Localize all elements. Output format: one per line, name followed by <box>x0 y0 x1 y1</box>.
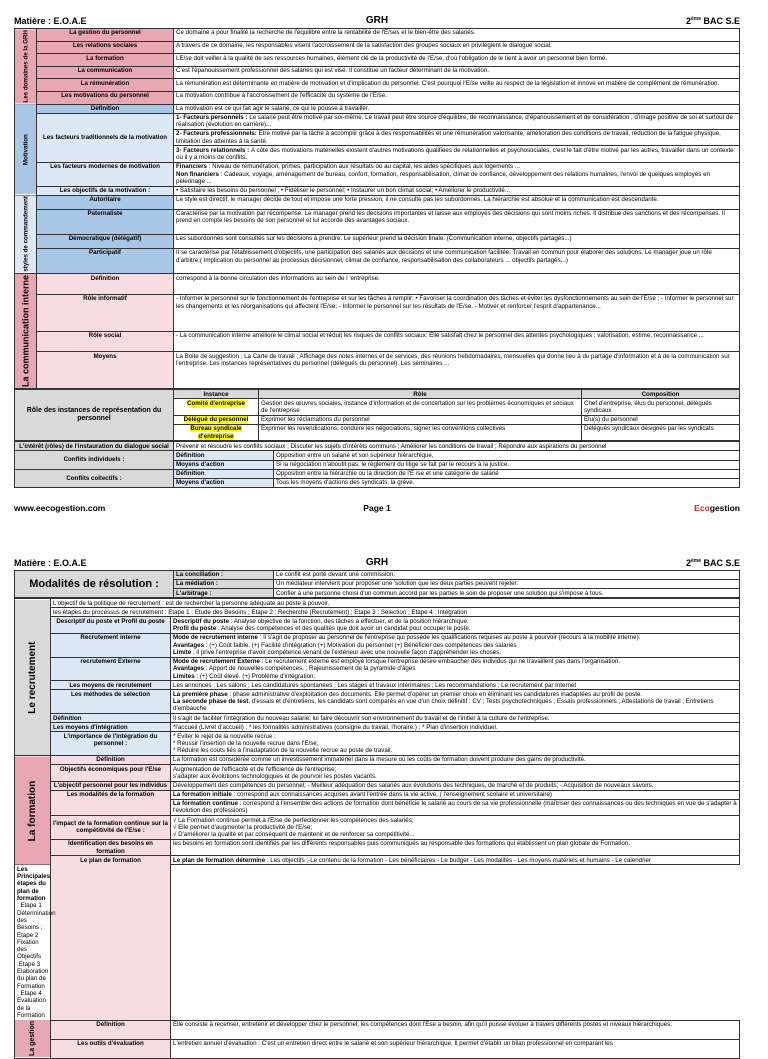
row-label: Définition <box>51 756 171 765</box>
table-row <box>15 331 740 352</box>
table-row <box>15 469 740 478</box>
cell-line: * Réduire les couts liés à l'inadaptation de la nouvelle recrue au poste de travail. <box>173 747 393 755</box>
row-text: Elle consiste à recenser, entretenir et développer chez le personnel, les compétences dont l'Ese a besoin, afin qu'il puisse évoluer à travers différents postes et niveaux hiérarchiques. <box>171 1020 740 1039</box>
table-row <box>15 249 740 274</box>
page-title: GRH <box>365 15 389 26</box>
section-label-motivation: Motivation <box>15 104 37 195</box>
row-label: Rôle des instances de représentation du personnel <box>15 390 174 441</box>
cell-line <box>173 673 737 680</box>
row-text: La formation est considérée comme un investissement immatériel dans la mesure où les coûts de formation doivent produire des gains de productivité. <box>171 756 740 765</box>
table-row <box>15 209 740 234</box>
cell-line <box>173 665 737 672</box>
page-header <box>14 14 740 28</box>
page-header-2 <box>14 556 740 570</box>
row-label: Identification des besoins en formation <box>51 839 171 855</box>
table-row <box>15 1020 740 1039</box>
row-text: Tous les moyens d'actions des syndicats, la grève. <box>274 478 740 487</box>
row-label: Définition <box>37 104 174 113</box>
row-label: Définition <box>51 714 171 723</box>
row-text: - La communication interne améliore le climat social et réduit les risques de conflits sociaux; Elle satisfait chez le personnel des attentes psychologiques : valorisation, estime, reconnaissance ... <box>174 331 740 352</box>
cell-line: * Eviter le rejet de la nouvelle recrue ; <box>173 732 276 740</box>
column-header: Rôle <box>259 390 582 399</box>
column-header: Composition <box>582 390 740 399</box>
cell-line <box>176 130 737 145</box>
row-label: L'arbitrage : <box>174 589 274 598</box>
cell-text: : Cadeaux, voyage, aménagement de bureau, confort, formation, responsabilisation, climat de confiance, développement des relations humaines, l'envoi de quelques employés en pèlerinage ... <box>176 170 710 185</box>
table-row <box>15 608 740 617</box>
table-row <box>15 91 740 104</box>
row-text: Développement des compétences du personnel; - Meilleur adéquation des salariés aux évolutions des techniques, de marché et de produits; - Acquisition de nouveaux savoirs. <box>171 781 740 790</box>
row-text: Opposition entre la hiérarchie ou la direction de l'E /se et une catégorie de salarié <box>274 469 740 478</box>
row-label: La rémunération <box>37 79 174 92</box>
row-label: L'objectif personnel pour les individus <box>51 781 171 790</box>
row-label: La communication <box>37 66 174 79</box>
row-text <box>171 657 740 681</box>
cell-term: Non financiers <box>176 170 219 178</box>
row-text <box>15 865 56 1020</box>
row-text <box>171 790 740 799</box>
table-row <box>15 274 740 295</box>
table-row <box>15 352 740 389</box>
cell-term: La formation continue <box>173 800 238 808</box>
row-text: La rémunération est déterminante en matière de motivation et d'implication du personnel. C'est pourquoi l'E/se veille au respect de la législation et innove en matière de complément de rémunération. <box>174 79 740 92</box>
cell-term: La première phase <box>173 690 228 698</box>
table-row <box>15 856 740 865</box>
row-text: La Boite de suggestion ; La Carte de travail ; Affichage des notes internes et de services, des réunions hebdomadaires, mensuelles qui donne lieu à du partage d'information et à de la communication sur l'entreprise. Les instances représentatives du personnel (délégués du personnel). Les séminaires ... <box>174 352 740 389</box>
section-label-domaines: Les domaines de la GRH <box>15 29 37 105</box>
row-label: Le plan de formation <box>51 856 171 1020</box>
cell-term: 1- Facteurs personnels : <box>176 114 250 122</box>
cell-line: √ D'améliorer la qualité et par conséquent de maintenir et de renforcer sa compétitivité... <box>173 831 415 839</box>
row-text: les étapes du processus de recrutement : Etape 1 : Etude des Besoins ; Etape 2 : Recherche (Recrutement) ; Etape 3 : Sélection ; Etape 4 : Intégration <box>51 608 740 617</box>
row-text: Chef d'entreprise, élus du personnel, délégués syndicaux <box>582 399 740 415</box>
brand-logo: Ecogestion <box>694 502 740 513</box>
cell-text: : Le recrutement externe est employé lorsque l'entreprise désire embaucher des individus qui ne travaillent pas dans l'organisation. <box>260 657 621 665</box>
cell-text: : Apport de nouvelles compétences. ; Rajeunissement de la pyramide d'âges <box>204 665 416 673</box>
cell-term: Descriptif du poste <box>173 617 230 625</box>
row-text: Le conflit est porté devant une commission. <box>274 571 740 580</box>
row-text: • Satisfaire les besoins du personnel ; • Fidéliser le personnel; • Instaurer un bon climat social; • Améliorer le productivité... <box>174 186 740 195</box>
row-label: La conciliation : <box>174 571 274 580</box>
cell-line <box>173 634 737 641</box>
table-row <box>15 235 740 249</box>
row-label: Les moyens d'intégration <box>51 723 171 732</box>
row-text: La motivation est ce qui fait agir le salarié, ce qui le pousse à travailler. <box>174 104 740 113</box>
table-row <box>15 714 740 723</box>
row-text: Le style est directif, le manager décide de tout et impose une forte pression, il ne consulte pas les subordonnés. La hiérarchie est absolue et la communication est descendante. <box>174 195 740 209</box>
highlight: Délégué du personnel <box>183 416 249 424</box>
section-label-modalites: Modalités de résolution : <box>15 571 174 598</box>
row-label: Les moyens de recrutement <box>51 681 171 690</box>
highlight: Comité d'entreprise <box>187 399 245 407</box>
table-row <box>15 29 740 42</box>
row-text: Gestion des œuvres sociales, instance d'information et de concertation sur les problèmes économiques et sociaux de l'entreprise <box>259 399 582 415</box>
page-number: Page 1 <box>363 502 391 513</box>
grh-table-2 <box>14 598 740 1058</box>
cell-line: s'adapter aux évolutions technologiques et de pourvoir les postes vacants. <box>173 772 377 780</box>
row-text: *l'accueil (Livret d'accueil) ; * les formalités administratives (consigne du travail, l'horaire.) ; * Plan d'insertion individuel. <box>171 723 740 732</box>
row-label: Recrutement interne <box>51 633 171 657</box>
cell-text: : phase administrative d'exploitation des documents. Elle permet d'opérer un premier choix en éliminant les candidatures inadaptées au profil de poste. <box>227 690 643 698</box>
row-label: Définition <box>174 451 274 460</box>
table-row <box>15 54 740 67</box>
table-row <box>15 790 740 799</box>
grh-table-1 <box>14 28 740 389</box>
row-text <box>174 146 740 162</box>
cell-text: : (+) Coût élevé. (+) Problème d'intégration. <box>194 672 316 680</box>
row-text: Exprimer les revendications, conduire les négociations, signer les conventions collectives <box>259 424 582 440</box>
instance-name <box>174 415 259 424</box>
section-label-communication: La communication interne <box>15 274 37 389</box>
row-text: Opposition entre un salarié et son supérieur hiérarchique, <box>274 451 740 460</box>
cell-line <box>176 163 737 170</box>
cell-line: * Réussir l'insertion de la nouvelle recrue dans l'E/se; <box>173 740 319 748</box>
row-text: Ce domaine a pour finalité la recherche de l'équilibre entre la rentabilité de l'E/ses et le bien-être des salariés. <box>174 29 740 42</box>
row-text: L'objectif de la politique de recrutement : est de rechercher la personne adéquate au poste à pouvoir. <box>51 599 740 608</box>
section-label-recrutement: Le recrutement <box>15 599 51 756</box>
table-row <box>15 66 740 79</box>
cell-line <box>173 649 737 656</box>
cell-line <box>173 658 737 665</box>
table-row <box>15 633 740 657</box>
cell-text: : Etape 1 Détermination des Besoins ; Etape 2 Fixation des Objectifs ;Etape 3 Elaboration du plan de Formation ; Etape 4 Evaluation de la Formation <box>17 902 56 1019</box>
row-text: L'entretien annuel d'évaluation : C'est un entretien direct entre le salarié et son supérieur hiérarchique. Il permet d'établir un bilan professionnel en comparant les <box>171 1039 740 1058</box>
cell-term: Le plan de formation détermine <box>173 856 266 864</box>
cell-text: A côte des motivations matérielles existent d'autres motivations qualifiées de relationnelles et psychosociales, c'est le fait d'être motivé par les autres, travailler dans un contexte où il y a moins de conflits. <box>176 146 734 162</box>
table-row <box>15 781 740 790</box>
section-label-styles: styles de commandement <box>15 195 37 274</box>
table-row <box>15 390 740 399</box>
table-row <box>15 451 740 460</box>
row-text: Les subordonnés sont consultés sur les décisions à prendre. Le supérieur prend la décision finale. (Communication interne, objectifs partagés...) <box>174 235 740 249</box>
row-label: Paternaliste <box>37 209 174 234</box>
page-2 <box>14 556 740 1059</box>
table-row <box>15 657 740 681</box>
page-title: GRH <box>365 557 389 568</box>
table-row <box>15 162 740 186</box>
row-text: Un médiateur intervient pour proposer une 'solution que les deux parties peuvent rejeter. <box>274 580 740 589</box>
row-text <box>171 690 740 714</box>
row-label: Les modalités de la formation <box>51 790 171 816</box>
row-label: Descriptif du poste et Profil du poste <box>51 617 171 633</box>
cell-term: Avantages <box>173 665 205 673</box>
table-row <box>15 79 740 92</box>
row-text: Caractérise par la motivation par récompense. Le manager prend les décisions importantes et laisse aux employés des décisions qui sont moins riches. Il distribue des sanctions et des récompenses. Il prend en compte les besoins de son personnel et lui accorde des avantages sociaux. <box>174 209 740 234</box>
cell-line <box>17 865 56 1020</box>
cell-line: Augmentation de l'efficacité et de l'efficience de l'entreprise; <box>173 765 337 773</box>
instance-name <box>174 424 259 440</box>
cell-term: Mode de recrutement Externe <box>173 657 260 665</box>
row-label: Moyens <box>37 352 174 389</box>
cell-term: Profil du poste <box>173 625 217 633</box>
row-text <box>171 799 740 815</box>
cell-text: : correspond aux connaissances acquises avant l'entrée dans la vie active. ( l'enseignement scolaire et universitaire) <box>231 791 552 799</box>
cell-text: : il prive l'entreprise d'avoir compétence venant de l'extérieur avec une nouvelle façon d'appréhender les choses. <box>191 648 502 656</box>
cell-line: √ Elle permet d'augmenter la productivité de l'E/se; <box>173 823 313 831</box>
cell-term: Avantages <box>173 641 205 649</box>
row-text: LE/se doit veiller à la qualité de ses ressources humaines, élément clé de la productivité de l'E/se, d'où l'obligation de le tient à avoir un personnel bien formé. <box>174 54 740 67</box>
row-label: Rôle informatif <box>37 294 174 331</box>
row-label: Définition <box>37 274 174 295</box>
row-text <box>171 732 740 756</box>
row-label: Rôle social <box>37 331 174 352</box>
row-label: Conflits collectifs : <box>15 469 174 487</box>
row-text <box>174 162 740 186</box>
row-label: Les méthodes de sélection <box>51 690 171 714</box>
row-label: Les relations sociales <box>37 41 174 54</box>
cell-line: √ La Formation continue permet à l'E/se de perfectionner les compétences des salariés; <box>173 816 414 824</box>
row-text <box>174 130 740 146</box>
table-row <box>15 113 740 129</box>
subject-label: Matière : E.O.A.E <box>14 558 87 568</box>
table-row <box>15 195 740 209</box>
page-1 <box>14 14 740 516</box>
conflicts-table <box>14 441 740 487</box>
row-label: La formation <box>37 54 174 67</box>
cell-term: Limite <box>173 648 192 656</box>
cell-term: Mode de recrutement interne <box>173 634 258 642</box>
instances-table <box>14 389 740 441</box>
table-row <box>15 690 740 714</box>
row-text: Il s'agit de faciliter l'intégration du nouveau salarié, lui faire découvrir son environnement du travail et de l'initier à la culture de l'entreprise. <box>171 714 740 723</box>
cell-term: Financiers <box>176 163 207 171</box>
row-label: Les outils d'évaluation <box>51 1039 171 1058</box>
row-text: Exprimer les réclamations du personnel <box>259 415 582 424</box>
cell-line <box>173 691 737 698</box>
cell-text: : Les objectifs ;-Le contenu de la formation - Les bénéficiaires - Le budget - Les modalités - Les moyens matériels et humains - Le calendrier <box>265 856 652 864</box>
row-label: l'impact de la formation continue sur la compétitivité de l'E/se : <box>51 816 171 840</box>
page-footer <box>14 500 740 516</box>
table-row <box>15 571 740 580</box>
row-text <box>171 633 740 657</box>
cell-line <box>173 800 737 815</box>
table-row <box>15 617 740 633</box>
row-label: Les facteurs modernes de motivation <box>37 162 174 186</box>
row-label: L'importance de l'intégration du personnel : <box>51 732 171 756</box>
section-label-gestion: La gestion <box>15 1020 51 1058</box>
cell-text: : Analyse des compétences et des qualités que doit avoir un candidat pour occuper le poste. <box>216 625 471 633</box>
cell-line <box>173 791 737 798</box>
table-row <box>15 765 740 781</box>
table-row <box>15 723 740 732</box>
table-row <box>15 1039 740 1058</box>
row-text: La motivation contribue à l'accroissement de l'efficacité du système de l'E/se. <box>174 91 740 104</box>
row-text: C'est l'épanouissement professionnel des salariés qui est visé. Il constitue un facteur déterminant de la motivation. <box>174 66 740 79</box>
table-row <box>15 756 740 765</box>
cell-text: Etre motivé par la tâche à accomplir grâce à des responsabilités et une rémunération valorisante, amélioration des conditions de travail, réduction de la fatigue physique, limitation des atteintes à la santé. <box>176 130 721 145</box>
cell-text: Le salarié peut être motivé par soi-même. Le travail peut être source d'équilibre, de reconnaissance, d'épanouissement et de considération , d'image positive de soi et surtout de réalisation (évolution en carrière)... <box>176 114 733 129</box>
table-row <box>15 599 740 608</box>
row-label: Objectifs économiques pour l'E/se <box>51 765 171 781</box>
table-row <box>15 839 740 855</box>
row-label: Autoritaire <box>37 195 174 209</box>
row-label: Participatif <box>37 249 174 274</box>
row-label: Démocratique (délégatif) <box>37 235 174 249</box>
row-label: recrutement Externe <box>51 657 171 681</box>
row-label: Les facteurs traditionnels de la motivation <box>37 113 174 162</box>
row-text: Les annonces ; Les salons ; Les candidatures spontanées ; Les stages et travaux intérimaires ; Les recommandations ; Le recrutement par Internet <box>171 681 740 690</box>
table-row <box>15 681 740 690</box>
row-label: Définition <box>51 1020 171 1039</box>
table-row <box>15 816 740 840</box>
cell-text: : correspond à l'ensemble des actions de formation dont bénéficie le salarié au cours de sa vie professionnelle (maîtriser des connaissances ou des techniques en vue de s'adapter à l'évolution des professions) <box>173 800 737 815</box>
row-text: les besoins en formation sont identifiés par les différents responsables puis communiqués au responsable des formations qui établissent un plan globale de Formation. <box>171 839 740 855</box>
section-label-formation: La formation <box>15 756 51 865</box>
cell-line <box>173 618 737 625</box>
row-text: Si la négociation n'aboutit pas, le règlement du litige se fait par le recours à la justice. <box>274 460 740 469</box>
row-text <box>171 765 740 781</box>
table-row <box>15 442 740 451</box>
cell-line <box>176 171 737 186</box>
row-text <box>171 856 740 865</box>
row-text: Délégués syndicaux désignés par les syndicats <box>582 424 740 440</box>
row-text: - Informer le personnel sur le fonctionnement de l'entreprise et sur les tâches à remplir; • Favoriser la coordination des tâches et éviter les dysfonctionnements au sein de l'E/se ; - Informer le personnel sur les changements et les réorganisations qui affectent l'E/se; - Informer le personnel sur les résultats de l'E/se. - Motiver et renforcer l'esprit d'appartenance... <box>174 294 740 331</box>
row-text: Il se caractérise par l'établissement d'objectifs, une participation des salariés aux décisions et une communication facilitée. Travail en commun pour élaborer des solutions. Le manager joue un rôle d'arbitre.( Implication du personnel au processus décisionnel, climat de confiance, responsabilisation des collaborateurs ... objectifs partagés...) <box>174 249 740 274</box>
row-text <box>174 113 740 129</box>
row-label: La médiation : <box>174 580 274 589</box>
instance-name <box>174 399 259 415</box>
cell-line <box>176 114 737 129</box>
row-label: Conflits individuels : <box>15 451 174 469</box>
cell-term: Limites <box>173 672 195 680</box>
cell-text: , d'essais et d'entretiens, les candidats sont comparés en vue d'un choix définitif : CV ; Tests psychotechniques ; Essais professionnels ; Attestations de travail ; Entretiens d'embauche <box>173 698 714 713</box>
column-header: Instance <box>174 390 259 399</box>
class-label: 2ème BAC S.E <box>685 16 740 26</box>
site-link[interactable]: www.eecogestion.com <box>14 502 106 513</box>
cell-line <box>173 698 737 713</box>
cell-term: 2- Facteurs professionnels: <box>176 130 259 138</box>
row-label: Définition <box>174 469 274 478</box>
cell-line <box>173 642 737 649</box>
row-label: Moyens d'action <box>174 460 274 469</box>
row-label: Les objectifs de la motivation : <box>37 186 174 195</box>
row-label: Les motivations du personnel <box>37 91 174 104</box>
table-row <box>15 294 740 331</box>
row-text: A travers de ce domaine, les responsables visent l'accroissement de la satisfaction des groupes sociaux en privilégient le dialogue social. <box>174 41 740 54</box>
table-row <box>15 41 740 54</box>
highlight: Bureau syndicale d'entreprise <box>190 425 242 440</box>
row-text: Elu(s) du personnel <box>582 415 740 424</box>
cell-term: La formation initiale <box>173 791 232 799</box>
cell-line <box>173 625 737 632</box>
subject-label: Matière : E.O.A.E <box>14 16 87 26</box>
table-row <box>15 104 740 113</box>
row-text <box>171 816 740 840</box>
row-label: Moyens d'action <box>174 478 274 487</box>
cell-term: La seconde phase de test <box>173 698 249 706</box>
cell-text: : Niveau de rémunération, primes, participation aux résultats ou au capital, les aides spécifiques aux logements ... <box>206 163 520 171</box>
cell-term: Les Principales étapes du plan de formation <box>17 865 51 902</box>
cell-term: 3- Facteurs relationnels : <box>176 146 251 154</box>
modalites-table <box>14 570 740 598</box>
cell-text: : Il s'agit de proposer au personnel de l'entreprise qui possède les qualifications requises au poste à pourvoir (recours à la mobilité interne). <box>257 634 641 642</box>
row-text <box>171 617 740 633</box>
row-text: Confier à une personne choisi d'un commun accord par les parties le soin de proposer une solution qui s'impose à tous. <box>274 589 740 598</box>
table-row <box>15 732 740 756</box>
class-label: 2ème BAC S.E <box>685 558 740 568</box>
table-row <box>15 186 740 195</box>
row-text: Prévenir et résoudre les conflits sociaux ; Discuter les sujets d'intérêts communs ; Améliorer les conditions de travail ; Répondre aux aspirations du personnel <box>174 442 740 451</box>
row-text: correspond à la bonne circulation des informations au sein de l 'entreprise. <box>174 274 740 295</box>
cell-line <box>176 147 737 162</box>
cell-text: : Analyse objective de la fonction, des tâches à effectuer, et de la position hiérarchique. <box>229 617 469 625</box>
row-label: La gestion du personnel <box>37 29 174 42</box>
cell-line <box>173 857 737 864</box>
row-label: L'intérêt (rôles) de l'instauration du dialogue social <box>15 442 174 451</box>
cell-text: : (+) Coût faible. (+) Facilité d'intégration (+) Motivation du personnel (+) Bénéficier des compétences des salariés <box>204 641 517 649</box>
